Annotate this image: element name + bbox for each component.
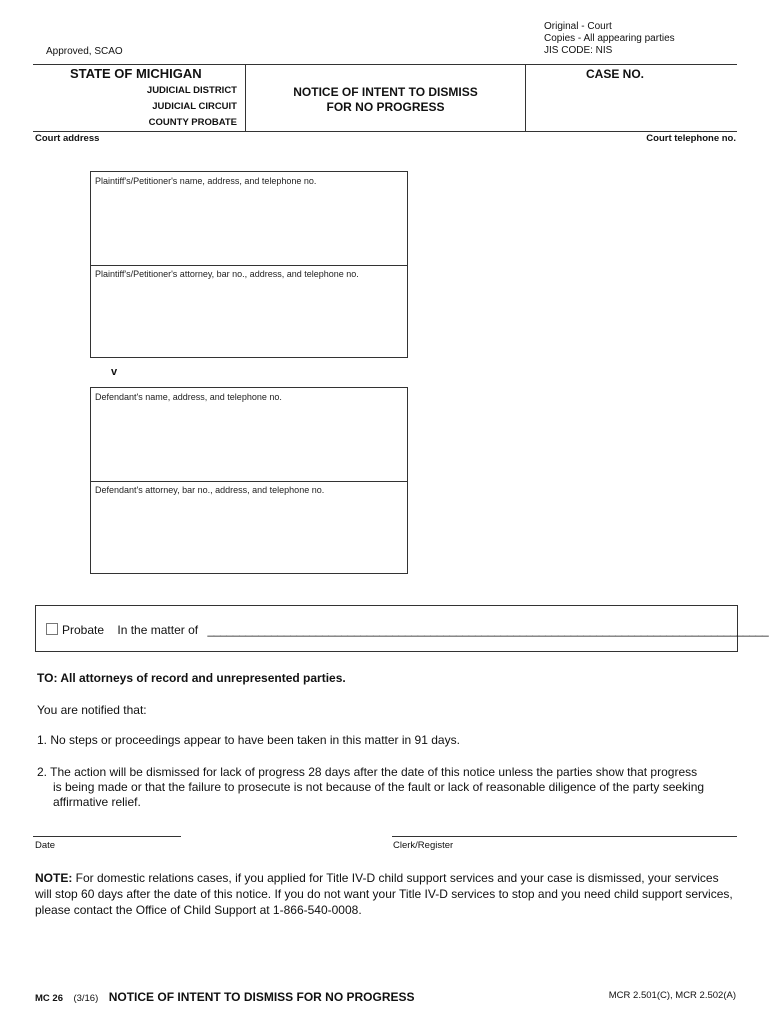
item-1: 1. No steps or proceedings appear to have been taken in this matter in 91 days.	[37, 733, 460, 747]
note-line-1-text: For domestic relations cases, if you applied for Title IV-D child support services and your case is dismissed, your services	[72, 871, 719, 885]
note-label: NOTE:	[35, 871, 73, 885]
clerk-label: Clerk/Register	[393, 840, 454, 851]
item-2-line-3: affirmative relief.	[53, 795, 141, 809]
copies-line-3: JIS CODE: NIS	[544, 45, 613, 56]
form-title-line-1: NOTICE OF INTENT TO DISMISS	[293, 85, 478, 99]
plaintiff-box	[90, 171, 408, 358]
defendant-box-divider	[91, 481, 407, 482]
caption-divider-right	[525, 64, 526, 131]
note-line-2: will stop 60 days after the date of this notice. If you do not want your Title IV-D services to stop and you need child support services,	[35, 887, 733, 901]
form-title-line-2: FOR NO PROGRESS	[326, 100, 445, 114]
copies-line-1: Original - Court	[544, 21, 612, 32]
court-types	[120, 83, 237, 131]
form-revision: (3/16)	[73, 993, 99, 1004]
matter-label: In the matter of	[117, 623, 199, 637]
court-type-circuit: JUDICIAL CIRCUIT	[152, 101, 237, 112]
plaintiff-attorney-field[interactable]: Plaintiff's/Petitioner's attorney, bar no., address, and telephone no.	[95, 269, 359, 279]
note-block	[35, 870, 740, 918]
item-2-line-1: 2. The action will be dismissed for lack of progress 28 days after the date of this notice unless the parties show that progress	[37, 765, 698, 779]
approved-text: Approved, SCAO	[46, 46, 123, 57]
court-type-district: JUDICIAL DISTRICT	[146, 85, 237, 96]
plaintiff-box-divider	[91, 265, 407, 266]
probate-row	[46, 623, 768, 638]
footer-title: NOTICE OF INTENT TO DISMISS FOR NO PROGRESS	[108, 990, 415, 1004]
state-title: STATE OF MICHIGAN	[70, 66, 202, 81]
defendant-attorney-field[interactable]: Defendant's attorney, bar no., address, and telephone no.	[95, 485, 325, 495]
note-line-1	[35, 870, 740, 886]
court-type-probate: COUNTY PROBATE	[148, 117, 237, 128]
footer-left	[35, 988, 415, 1006]
date-label: Date	[35, 840, 56, 851]
matter-line[interactable]: ________________________________________________________________________________________	[207, 623, 769, 637]
case-no-label: CASE NO.	[586, 67, 645, 81]
defendant-name-field[interactable]: Defendant's name, address, and telephone no.	[95, 392, 282, 402]
notified-line: You are notified that:	[37, 703, 147, 717]
item-2	[37, 765, 737, 810]
date-signature-line[interactable]	[33, 836, 181, 837]
item-2-line-2: is being made or that the failure to prosecute is not because of the fault or lack of reasonable diligence of the party seeking	[53, 780, 705, 794]
court-phone-label: Court telephone no.	[646, 133, 736, 144]
form-title	[246, 85, 525, 115]
probate-box	[35, 605, 769, 652]
clerk-signature-line[interactable]	[392, 836, 737, 837]
versus-label: v	[111, 366, 118, 378]
caption-top-rule	[33, 64, 737, 65]
probate-label: Probate	[62, 623, 105, 637]
copies-line-2: Copies - All appearing parties	[544, 33, 675, 44]
form-number: MC 26	[35, 993, 63, 1004]
copies-block	[544, 21, 675, 57]
probate-checkbox[interactable]	[46, 623, 58, 635]
court-address-label: Court address	[35, 133, 100, 144]
defendant-box	[90, 387, 408, 574]
caption-bottom-rule	[33, 131, 737, 132]
to-line: TO: All attorneys of record and unrepresented parties.	[37, 671, 346, 685]
footer-rules: MCR 2.501(C), MCR 2.502(A)	[608, 990, 736, 1001]
plaintiff-name-field[interactable]: Plaintiff's/Petitioner's name, address, and telephone no.	[95, 176, 317, 186]
note-line-3: please contact the Office of Child Support at 1-866-540-0008.	[35, 903, 362, 917]
